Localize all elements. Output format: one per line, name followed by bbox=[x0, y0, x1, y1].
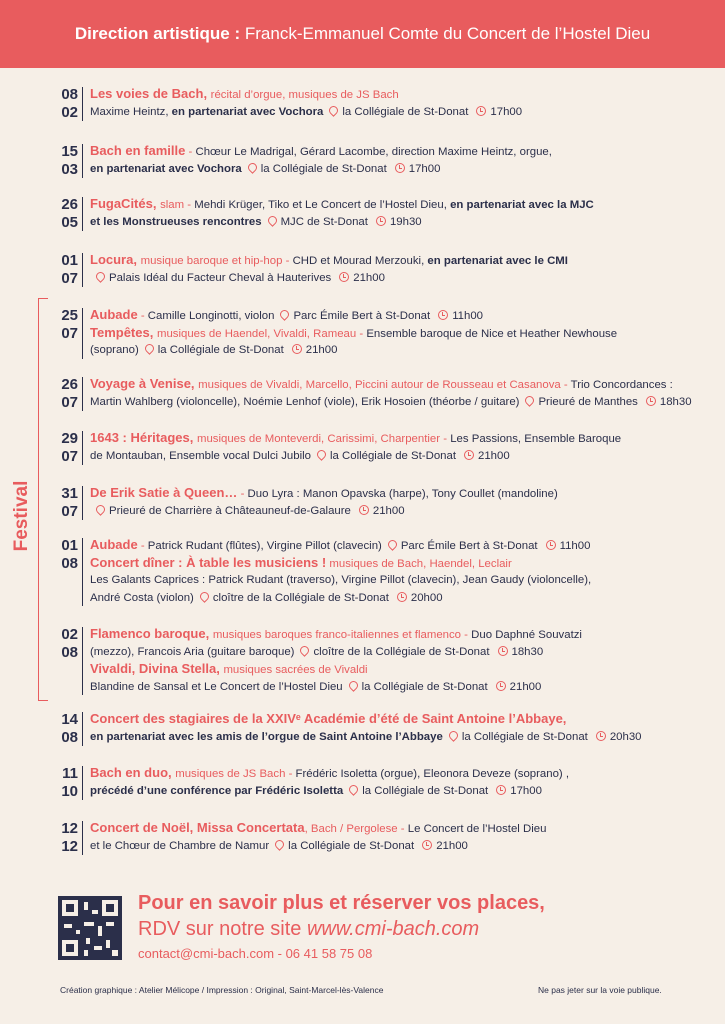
event-line bbox=[90, 820, 546, 837]
event-month: 08 bbox=[61, 644, 78, 661]
event-title: Tempêtes, bbox=[90, 324, 157, 340]
event-day: 08 bbox=[61, 86, 78, 103]
event-text: et le Chœur de Chambre de Namur bbox=[90, 839, 270, 852]
event-text: en partenariat avec Vochora bbox=[90, 162, 242, 175]
event-line bbox=[90, 307, 483, 324]
event-line bbox=[90, 503, 405, 519]
event-date bbox=[52, 711, 78, 747]
event-month: 10 bbox=[61, 783, 78, 800]
event-text: CHD et Mourad Merzouki, bbox=[292, 255, 428, 267]
event-text: André Costa (violon) bbox=[90, 591, 194, 604]
event-text: Prieuré de Charrière à Châteauneuf-de-Galaure bbox=[109, 504, 351, 517]
event-line bbox=[90, 485, 558, 502]
event-divider bbox=[82, 87, 83, 121]
event-text: (soprano) bbox=[90, 344, 139, 356]
location-pin-icon bbox=[315, 448, 328, 461]
event-line bbox=[90, 729, 642, 745]
event-divider bbox=[82, 712, 83, 746]
event-day: 26 bbox=[61, 196, 78, 213]
event-text: Ensemble baroque de Nice et Heather Newhouse bbox=[366, 327, 618, 340]
event-title: Voyage à Venise, bbox=[90, 376, 199, 391]
event-divider bbox=[82, 766, 83, 800]
event-day: 29 bbox=[61, 430, 78, 447]
event-text: la Collégiale de St-Donat bbox=[260, 162, 387, 175]
event-line bbox=[90, 448, 510, 464]
event-text: précédé d’une conférence par Frédéric Isoletta bbox=[90, 784, 344, 797]
location-pin-icon bbox=[347, 679, 360, 692]
event-text: 20h30 bbox=[609, 730, 642, 743]
event-line bbox=[90, 555, 512, 572]
event-divider bbox=[82, 538, 83, 606]
clock-icon bbox=[596, 731, 606, 741]
location-pin-icon bbox=[266, 214, 279, 227]
event-day: 14 bbox=[61, 711, 78, 728]
event-date bbox=[52, 196, 78, 232]
clock-icon bbox=[438, 310, 448, 320]
cta-headline: Pour en savoir plus et réserver vos places, bbox=[138, 892, 545, 914]
location-pin-icon bbox=[143, 342, 156, 355]
clock-icon bbox=[646, 396, 656, 406]
event-text: la Collégiale de St-Donat bbox=[329, 449, 456, 462]
clock-icon bbox=[292, 344, 302, 354]
event-divider bbox=[82, 431, 83, 465]
event-month: 07 bbox=[61, 270, 78, 287]
event-title: Locura, bbox=[90, 252, 141, 267]
event-title: FugaCités, bbox=[90, 196, 161, 211]
event-text: et les Monstrueuses rencontres bbox=[90, 215, 262, 228]
location-pin-icon bbox=[328, 104, 341, 117]
location-pin-icon bbox=[279, 308, 292, 321]
event-line bbox=[90, 783, 542, 799]
event-subtitle: musique baroque et hip-hop - bbox=[140, 255, 293, 267]
location-pin-icon bbox=[299, 644, 312, 657]
event-subtitle: - bbox=[137, 310, 148, 322]
location-pin-icon bbox=[246, 161, 259, 174]
clock-icon bbox=[546, 540, 556, 550]
clock-icon bbox=[376, 216, 386, 226]
event-text: en partenariat avec les amis de l’orgue de Saint Antoine l’Abbaye bbox=[90, 730, 443, 743]
contact-info[interactable]: contact@cmi-bach.com - 06 41 58 75 08 bbox=[138, 946, 373, 961]
cta-website-line bbox=[138, 918, 479, 941]
event-line bbox=[90, 196, 594, 213]
event-day: 01 bbox=[61, 537, 78, 554]
location-pin-icon bbox=[273, 838, 286, 851]
event-line bbox=[90, 765, 569, 782]
event-line bbox=[90, 104, 522, 120]
event-text: la Collégiale de St-Donat bbox=[342, 105, 469, 118]
event-title: Les voies de Bach, bbox=[90, 86, 211, 101]
event-text: Blandine de Sansal et Le Concert de l’Hostel Dieu bbox=[90, 680, 343, 693]
website-link[interactable]: www.cmi-bach.com bbox=[306, 918, 480, 940]
event-text: Le Concert de l’Hostel Dieu bbox=[407, 823, 547, 835]
event-divider bbox=[82, 253, 83, 287]
event-subtitle: musiques de JS Bach - bbox=[175, 768, 296, 780]
event-line bbox=[90, 626, 582, 643]
event-text: la Collégiale de St-Donat bbox=[461, 730, 588, 743]
clock-icon bbox=[496, 681, 506, 691]
event-date bbox=[52, 307, 78, 343]
festival-bracket-bottom bbox=[38, 700, 48, 701]
event-date bbox=[52, 537, 78, 573]
event-date bbox=[52, 765, 78, 801]
event-date bbox=[52, 430, 78, 466]
event-text: en partenariat avec Vochora bbox=[171, 105, 324, 118]
event-day: 31 bbox=[61, 485, 78, 502]
location-pin-icon bbox=[94, 503, 107, 516]
event-text: 17h00 bbox=[408, 162, 441, 175]
event-text: Maxime Heintz, bbox=[90, 105, 172, 118]
event-line bbox=[90, 572, 591, 588]
event-text: la Collégiale de St-Donat bbox=[361, 680, 488, 693]
event-line bbox=[90, 325, 617, 342]
event-line bbox=[90, 679, 541, 695]
event-text: la Collégiale de St-Donat bbox=[288, 839, 415, 852]
event-text: cloître de la Collégiale de St-Donat bbox=[212, 591, 389, 604]
event-date bbox=[52, 143, 78, 179]
event-line bbox=[90, 838, 468, 854]
event-text: Mehdi Krüger, Tiko et Le Concert de l’Hostel Dieu, bbox=[194, 199, 451, 211]
event-line bbox=[90, 394, 692, 410]
event-line bbox=[90, 590, 443, 606]
event-text: 17h00 bbox=[510, 784, 542, 797]
disposal-notice: Ne pas jeter sur la voie publique. bbox=[538, 985, 662, 995]
event-subtitle: slam - bbox=[160, 199, 195, 211]
event-subtitle: - bbox=[185, 146, 196, 158]
event-text: la Collégiale de St-Donat bbox=[362, 784, 489, 797]
event-day: 01 bbox=[61, 252, 78, 269]
event-date bbox=[52, 485, 78, 521]
event-subtitle: - bbox=[137, 540, 148, 552]
header-text: Franck-Emmanuel Comte du Concert de l’Hostel Dieu bbox=[244, 24, 651, 43]
event-text: 11h00 bbox=[559, 540, 591, 552]
clock-icon bbox=[496, 785, 506, 795]
event-day: 25 bbox=[61, 307, 78, 324]
event-text: Parc Émile Bert à St-Donat bbox=[400, 540, 538, 552]
qr-code[interactable] bbox=[58, 896, 122, 960]
event-title: Bach en famille bbox=[90, 143, 186, 158]
event-subtitle: récital d’orgue, musiques de JS Bach bbox=[210, 89, 399, 101]
event-date bbox=[52, 626, 78, 662]
event-date bbox=[52, 376, 78, 412]
event-divider bbox=[82, 486, 83, 520]
event-text: la Collégiale de St-Donat bbox=[157, 344, 284, 356]
event-month: 08 bbox=[61, 729, 78, 746]
event-title: Concert dîner : À table les musiciens ! bbox=[90, 554, 327, 570]
festival-bracket-top bbox=[38, 298, 48, 299]
location-pin-icon bbox=[447, 729, 460, 742]
event-text: Les Galants Caprices : Patrick Rudant (traverso), Virgine Pillot (clavecin), Jean Gaudy (violoncelle), bbox=[90, 574, 592, 586]
location-pin-icon bbox=[386, 538, 399, 551]
event-text: Frédéric Isoletta (orgue), Eleonora Deveze (soprano) , bbox=[295, 768, 570, 780]
event-divider bbox=[82, 821, 83, 855]
event-text: en partenariat avec le CMI bbox=[427, 255, 568, 267]
clock-icon bbox=[339, 272, 349, 282]
event-divider bbox=[82, 144, 83, 178]
clock-icon bbox=[359, 505, 369, 515]
event-title: Concert des stagiaires de la XXIVᵉ Académie d’été de Saint Antoine l’Abbaye, bbox=[90, 711, 567, 726]
event-subtitle: musiques baroques franco-italiennes et flamenco - bbox=[212, 629, 472, 641]
event-month: 05 bbox=[61, 214, 78, 231]
event-line bbox=[90, 537, 590, 554]
event-text: Chœur Le Madrigal, Gérard Lacombe, direction Maxime Heintz, orgue, bbox=[195, 146, 552, 158]
event-subtitle: musiques de Haendel, Vivaldi, Rameau - bbox=[156, 327, 367, 340]
event-text: Palais Idéal du Facteur Cheval à Hauterives bbox=[109, 271, 332, 284]
event-line bbox=[90, 86, 399, 103]
event-subtitle: , Bach / Pergolese - bbox=[304, 823, 408, 835]
event-text: 21h00 bbox=[353, 271, 385, 284]
event-text: en partenariat avec la MJC bbox=[450, 199, 594, 211]
event-line bbox=[90, 143, 552, 160]
event-title: Concert de Noël, Missa Concertata bbox=[90, 820, 305, 835]
event-divider bbox=[82, 377, 83, 411]
event-day: 15 bbox=[61, 143, 78, 160]
event-subtitle: musiques de Vivaldi, Marcello, Piccini autour de Rousseau et Casanova - bbox=[198, 379, 571, 391]
event-text: 18h30 bbox=[511, 645, 544, 658]
clock-icon bbox=[422, 840, 432, 850]
event-month: 07 bbox=[61, 503, 78, 520]
event-text: MJC de St-Donat bbox=[280, 215, 368, 228]
festival-bracket bbox=[38, 298, 39, 700]
event-text: Trio Concordances : bbox=[570, 379, 673, 391]
event-text: Prieuré de Manthes bbox=[538, 395, 638, 408]
festival-label: Festival bbox=[11, 476, 33, 556]
event-day: 02 bbox=[61, 626, 78, 643]
event-text: 21h00 bbox=[372, 504, 405, 517]
event-line bbox=[90, 252, 568, 269]
event-month: 12 bbox=[61, 838, 78, 855]
event-month: 07 bbox=[61, 394, 78, 411]
event-line bbox=[90, 661, 368, 678]
event-title: Bach en duo, bbox=[90, 765, 176, 780]
event-title: Aubade bbox=[90, 307, 138, 322]
event-line bbox=[90, 161, 440, 177]
clock-icon bbox=[498, 646, 508, 656]
clock-icon bbox=[395, 163, 405, 173]
event-text: (mezzo), Francois Aria (guitare baroque) bbox=[90, 645, 295, 658]
event-text: Les Passions, Ensemble Baroque bbox=[450, 433, 622, 445]
event-day: 12 bbox=[61, 820, 78, 837]
event-text: 17h00 bbox=[490, 105, 523, 118]
location-pin-icon bbox=[94, 270, 107, 283]
event-line bbox=[90, 342, 337, 358]
header-prefix: Direction artistique : bbox=[74, 24, 241, 43]
event-subtitle: musiques sacrées de Vivaldi bbox=[223, 664, 368, 676]
clock-icon bbox=[464, 450, 474, 460]
event-date bbox=[52, 252, 78, 288]
event-title: 1643 : Héritages, bbox=[90, 430, 197, 445]
event-month: 07 bbox=[61, 448, 78, 465]
event-text: Duo Daphné Souvatzi bbox=[471, 629, 582, 641]
event-day: 11 bbox=[62, 765, 78, 782]
event-text: 18h30 bbox=[659, 395, 692, 408]
event-text: Camille Longinotti, violon bbox=[147, 310, 275, 322]
location-pin-icon bbox=[524, 394, 537, 407]
event-month: 07 bbox=[61, 325, 78, 342]
event-line bbox=[90, 430, 621, 447]
event-line bbox=[90, 214, 422, 230]
event-text: Patrick Rudant (flûtes), Virgine Pillot (clavecin) bbox=[147, 540, 382, 552]
location-pin-icon bbox=[198, 590, 211, 603]
event-divider bbox=[82, 197, 83, 231]
event-divider bbox=[82, 308, 83, 359]
event-month: 02 bbox=[61, 104, 78, 121]
event-text: Martin Wahlberg (violoncelle), Noémie Lenhof (viole), Erik Hosoien (théorbe / guitare) bbox=[90, 395, 520, 408]
event-day: 26 bbox=[61, 376, 78, 393]
clock-icon bbox=[397, 592, 407, 602]
event-divider bbox=[82, 627, 83, 695]
event-subtitle: musiques de Monteverdi, Carissimi, Charpentier - bbox=[196, 433, 451, 445]
event-text: 21h00 bbox=[305, 344, 338, 356]
cta-website-prefix: RDV sur notre site bbox=[138, 918, 307, 940]
event-text: 21h00 bbox=[478, 449, 510, 462]
event-date bbox=[52, 820, 78, 856]
event-title: Flamenco baroque, bbox=[90, 626, 213, 641]
event-text: 19h30 bbox=[389, 215, 422, 228]
event-date bbox=[52, 86, 78, 122]
event-text: 21h00 bbox=[436, 839, 468, 852]
event-month: 08 bbox=[61, 555, 78, 572]
event-title: De Erik Satie à Queen… bbox=[90, 485, 238, 500]
credits: Création graphique : Atelier Mélicope / Impression : Original, Saint-Marcel-lès-Valence bbox=[60, 985, 384, 995]
location-pin-icon bbox=[347, 783, 360, 796]
event-title: Vivaldi, Divina Stella, bbox=[90, 661, 224, 676]
event-month: 03 bbox=[61, 161, 78, 178]
event-text: 11h00 bbox=[452, 310, 484, 322]
event-text: Duo Lyra : Manon Opavska (harpe), Tony Coullet (mandoline) bbox=[247, 488, 558, 500]
event-line bbox=[90, 711, 566, 728]
event-text: cloître de la Collégiale de St-Donat bbox=[313, 645, 490, 658]
event-text: Parc Émile Bert à St-Donat bbox=[293, 310, 431, 322]
event-text: 20h00 bbox=[410, 591, 443, 604]
event-subtitle: musiques de Bach, Haendel, Leclair bbox=[326, 557, 512, 570]
event-text: de Montauban, Ensemble vocal Dulci Jubilo bbox=[90, 449, 311, 462]
event-line bbox=[90, 270, 385, 286]
event-line bbox=[90, 376, 673, 393]
clock-icon bbox=[476, 106, 486, 116]
event-title: Aubade bbox=[90, 537, 138, 552]
event-line bbox=[90, 644, 543, 660]
event-text: 21h00 bbox=[509, 680, 542, 693]
header-banner bbox=[0, 0, 725, 68]
event-subtitle: - bbox=[237, 488, 248, 500]
